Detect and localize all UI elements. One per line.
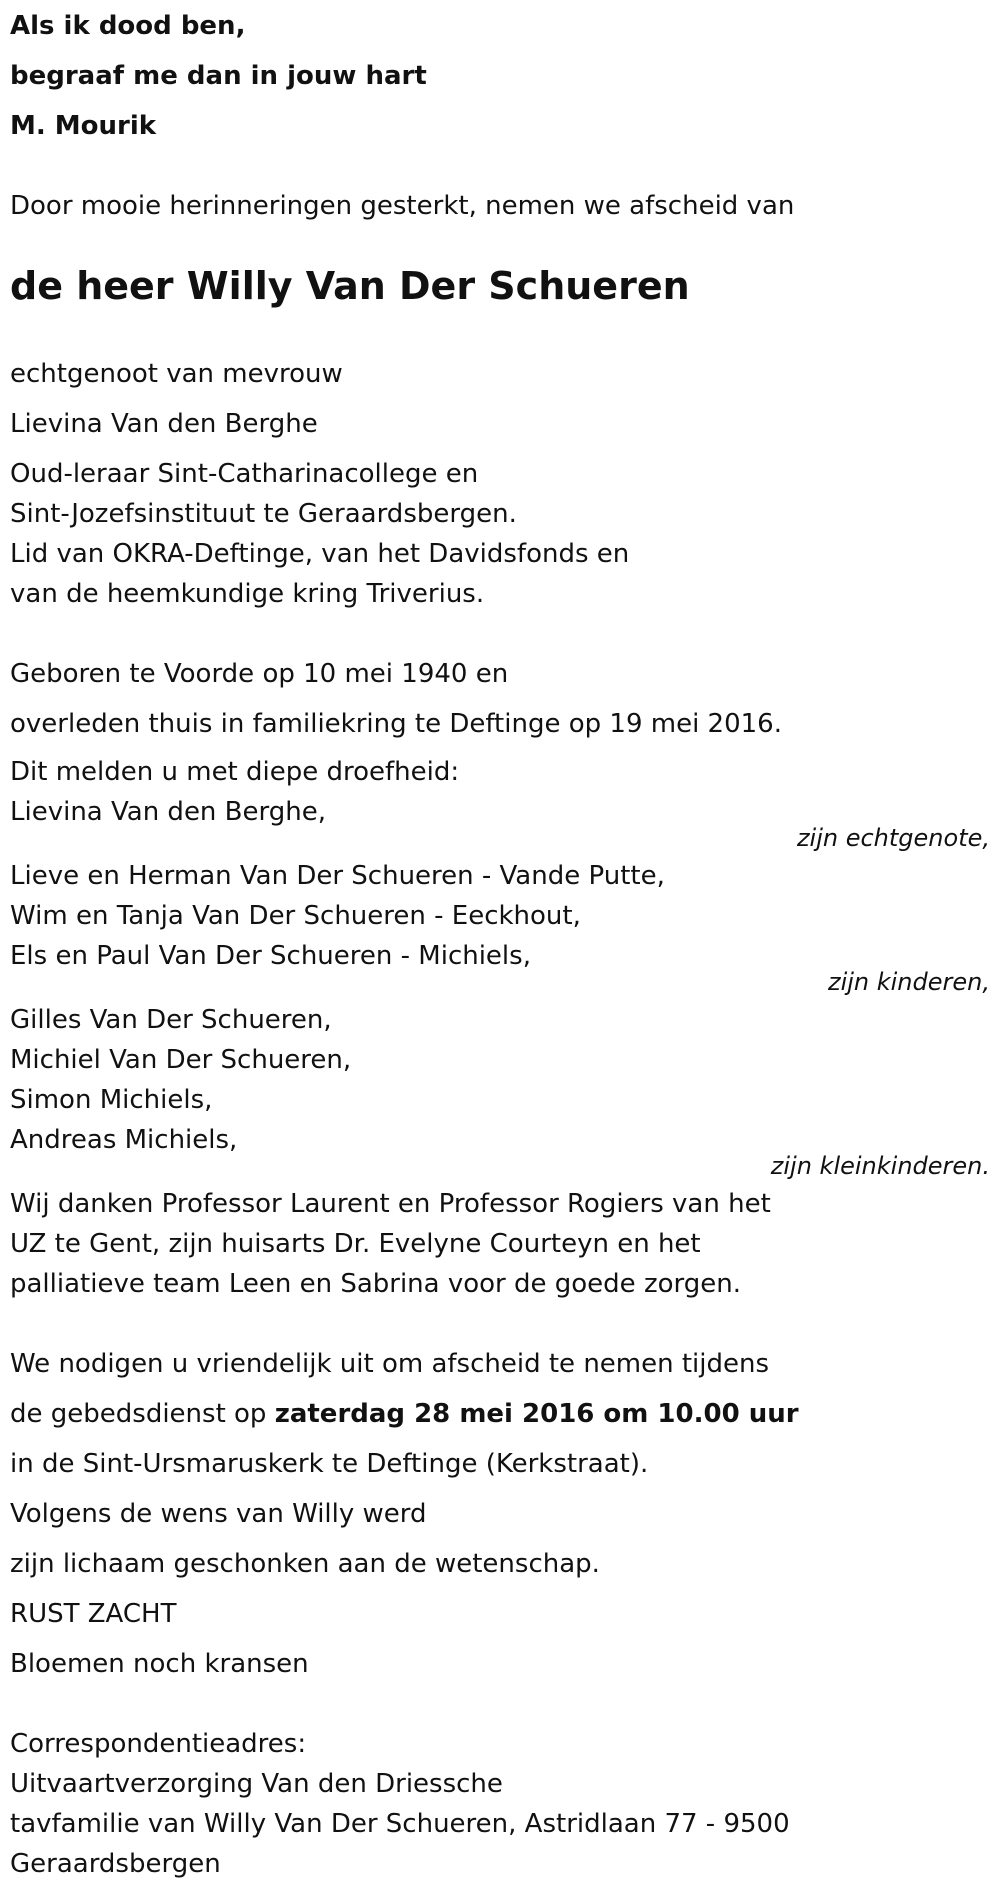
correspondence-line-2: tavfamilie van Willy Van Der Schueren, Astridlaan 77 - 9500: [10, 1809, 790, 1839]
thanks-line: palliatieve team Leen en Sabrina voor de goede zorgen.: [10, 1269, 741, 1299]
child-line: Wim en Tanja Van Der Schueren - Eeckhout,: [10, 901, 581, 931]
spouse-name: Lievina Van den Berghe: [10, 409, 318, 439]
deceased-name: de heer Willy Van Der Schueren: [10, 264, 690, 308]
quote-line-1: Als ik dood ben,: [10, 11, 246, 41]
death-text: overleden thuis in familiekring te Deftinge op 19 mei 2016.: [10, 709, 782, 739]
service-line-5: zijn lichaam geschonken aan de wetenschap.: [10, 1549, 600, 1579]
grandchildren-role: zijn kleinkinderen.: [770, 1152, 990, 1180]
bio-line: Sint-Jozefsinstituut te Geraardsbergen.: [10, 499, 517, 529]
spouse-intro: echtgenoot van mevrouw: [10, 359, 343, 389]
family-spouse-role: zijn echtgenote,: [796, 824, 990, 852]
flowers-text: Bloemen noch kransen: [10, 1649, 309, 1679]
grandchild-line: Simon Michiels,: [10, 1085, 213, 1115]
service-line-2: [10, 1394, 799, 1434]
quote-line-2: begraaf me dan in jouw hart: [10, 61, 427, 91]
children-role: zijn kinderen,: [827, 968, 990, 996]
bio-line: Lid van OKRA-Deftinge, van het Davidsfonds en: [10, 539, 630, 569]
family-spouse-name: Lievina Van den Berghe,: [10, 797, 326, 827]
correspondence-label: Correspondentieadres:: [10, 1729, 307, 1759]
intro-text: Door mooie herinneringen gesterkt, nemen we afscheid van: [10, 191, 795, 221]
child-line: Lieve en Herman Van Der Schueren - Vande Putte,: [10, 861, 665, 891]
service-line-3: in de Sint-Ursmaruskerk te Deftinge (Kerkstraat).: [10, 1449, 649, 1479]
quote-author: M. Mourik: [10, 111, 157, 141]
correspondence-line-1: Uitvaartverzorging Van den Driessche: [10, 1769, 503, 1799]
bio-line: van de heemkundige kring Triverius.: [10, 579, 485, 609]
bio-line: Oud-leraar Sint-Catharinacollege en: [10, 459, 479, 489]
thanks-line: UZ te Gent, zijn huisarts Dr. Evelyne Courteyn en het: [10, 1229, 701, 1259]
grandchild-line: Michiel Van Der Schueren,: [10, 1045, 352, 1075]
announce-text: Dit melden u met diepe droefheid:: [10, 757, 460, 787]
child-line: Els en Paul Van Der Schueren - Michiels,: [10, 941, 531, 971]
service-line-1: We nodigen u vriendelijk uit om afscheid te nemen tijdens: [10, 1349, 770, 1379]
service-date: zaterdag 28 mei 2016 om 10.00 uur: [274, 1399, 799, 1429]
service-line-4: Volgens de wens van Willy werd: [10, 1499, 427, 1529]
correspondence-line-3: Geraardsbergen: [10, 1849, 221, 1879]
service-line-2-prefix: de gebedsdienst op: [10, 1399, 275, 1429]
grandchild-line: Andreas Michiels,: [10, 1125, 238, 1155]
birth-text: Geboren te Voorde op 10 mei 1940 en: [10, 659, 509, 689]
thanks-line: Wij danken Professor Laurent en Professor Rogiers van het: [10, 1189, 771, 1219]
rust-zacht: RUST ZACHT: [10, 1599, 177, 1629]
grandchild-line: Gilles Van Der Schueren,: [10, 1005, 332, 1035]
